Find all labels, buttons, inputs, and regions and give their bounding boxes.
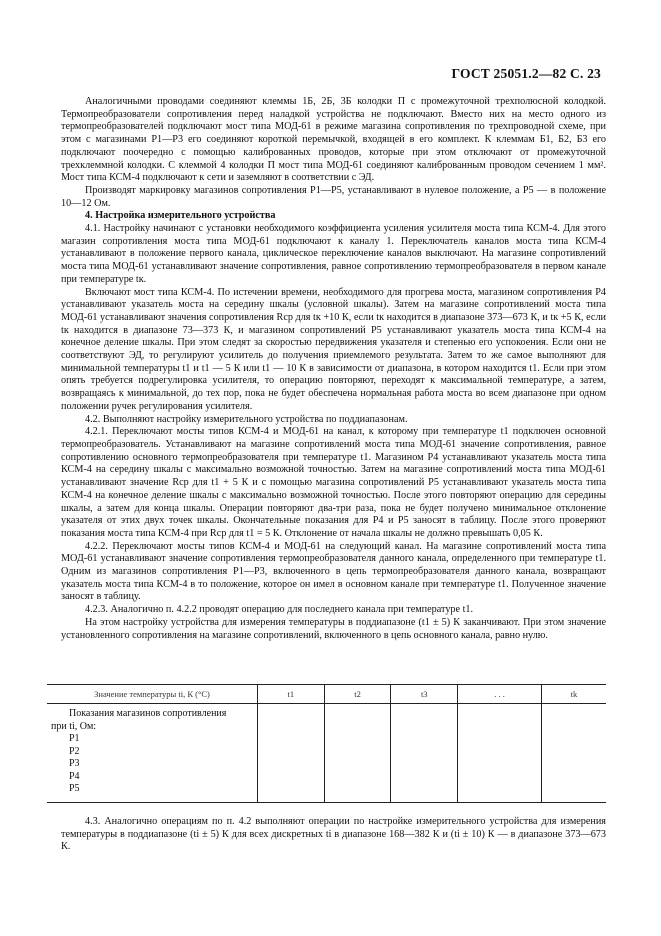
paragraph: Аналогичными проводами соединяют клеммы 1Б, 2Б, 3Б колодки П с промежуточной трехполюсной колодкой. Термопреобразователи сопротивления перед наладкой устройства не подключают. Вместо них на место одного из термопреобразователей подключают мост типа МОД-61 в режиме магазина сопротивления по трехпроводной схеме, при этом с магазинами Р1—Р3 его соединяют короткой перемычкой, входящей в его комплект. К клеммам Б1, Б2, Б3 его подключают поочередно с помощью калиброванных проводов, которые при этом отключают от промежуточной трехклеммной колодки. С клеммой 4 колодки П мост типа МОД-61 соединяют калиброванным проводом сечением 1 мм². Мост типа КСМ-4 подключают к сети и заземляют в соответствии с ЭД. bbox=[61, 96, 606, 184]
table-cell bbox=[541, 704, 606, 803]
table-cell bbox=[258, 704, 325, 803]
row-item: Р1 bbox=[69, 733, 80, 744]
table-cell bbox=[458, 704, 542, 803]
paragraph: На этом настройку устройства для измерения температуры в поддиапазоне (t1 ± 5) К заканчивают. При этом значение установленного сопротивления на магазине сопротивлений, включенного в цепь основного канала, равно нулю. bbox=[61, 616, 606, 641]
row-item: Р5 bbox=[69, 783, 80, 794]
settings-table bbox=[47, 684, 606, 803]
table-cell bbox=[391, 704, 458, 803]
closing-text bbox=[61, 816, 606, 854]
table-header-cell: tk bbox=[541, 685, 606, 704]
paragraph: Производят маркировку магазинов сопротивления Р1—Р5, устанавливают в нулевое положение, а Р5 — в положение 10—12 Ом. bbox=[61, 184, 606, 209]
paragraph: 4.3. Аналогично операциям по п. 4.2 выполняют операции по настройке измерительного устройства для измерения температуры в поддиапазоне (ti ± 5) К для всех дискретных ti в диапазоне 168—382 К и (ti ± 10) К — в диапазоне 373—673 К. bbox=[61, 816, 606, 853]
running-header: ГОСТ 25051.2—82 С. 23 bbox=[451, 66, 601, 81]
row-item: Р3 bbox=[69, 758, 80, 769]
table-header-cell: t1 bbox=[258, 685, 325, 704]
table-header-cell: . . . bbox=[458, 685, 542, 704]
paragraph: 4.2.3. Аналогично п. 4.2.2 проводят операцию для последнего канала при температуре t1. bbox=[85, 604, 474, 616]
body-text bbox=[61, 96, 606, 642]
row-item: Р2 bbox=[69, 745, 80, 757]
table-header-row bbox=[47, 685, 606, 704]
table-row-label bbox=[47, 704, 258, 803]
paragraph: 4.1. Настройку начинают с установки необходимого коэффициента усиления усилителя моста типа КСМ-4. Для этого магазин сопротивления моста типа МОД-61 подключают к каналу 1. Переключатель каналов моста типа КСМ-4 устанавливают в положение первого канала, циклическое переключение каналов выключают. На магазине сопротивлений моста типа МОД-61 устанавливают значение сопротивления, равное сопротивлению термопреобразователя в первом канале при температуре tк. bbox=[61, 223, 606, 285]
table-header-cell: t3 bbox=[391, 685, 458, 704]
row-label-line: при ti, Ом: bbox=[51, 720, 97, 732]
table-header-first: Значение температуры ti, К (°С) bbox=[47, 685, 258, 704]
table-row bbox=[47, 704, 606, 803]
paragraph: 4.2.1. Переключают мосты типов КСМ-4 и МОД-61 на канал, к которому при температуре t1 подключен основной термопреобразователь. Устанавливают на магазине сопротивлений моста типа МОД-61 значение сопротивления, равное сопротивлению основного термопреобразователя при температуре t1. Магазином Р4 устанавливают указатель моста типа КСМ-4 на середину шкалы с максимально возможной точностью. Затем на магазине сопротивлений моста типа МОД-61 устанавливают значение Rср для t1 + 5 К и с помощью магазина сопротивлений Р5 устанавливают указатель моста типа КСМ-4 на конечное деление шкалы с максимально возможной точностью. После этого повторяют операцию для середины шкалы, а затем для конца шкалы. Операции повторяют два-три раза, пока не будет получено минимальное отклонение указателя от этих двух точек шкалы. Окончательные показания для Р4 и Р5 заносят в таблицу. После этого проверяют показания моста типа КСМ-4 при Rср для t1 = 5 К. Отклонение от начала шкалы не должно превышать 0,05 К. bbox=[61, 426, 606, 539]
table-cell bbox=[324, 704, 391, 803]
table-header-cell: t2 bbox=[324, 685, 391, 704]
row-item: Р4 bbox=[69, 770, 80, 782]
row-label-line: Показания магазинов сопротивления bbox=[69, 708, 227, 719]
paragraph: 4.2. Выполняют настройку измерительного устройства по поддиапазонам. bbox=[85, 413, 408, 425]
section-heading: 4. Настройка измерительного устройства bbox=[85, 210, 276, 222]
paragraph: Включают мост типа КСМ-4. По истечении времени, необходимого для прогрева моста, магазином сопротивления Р4 устанавливают указатель моста на середину шкалы (условной шкалы). Затем на магазине сопротивлений моста типа МОД-61 устанавливают значения сопротивления Rср для tк +10 К, если tк находится в диапазоне 373—673 К, и tк +5 К, если tк находится в диапазоне 73—373 К, и магазином сопротивлений Р5 устанавливают указатель моста типа КСМ-4 на конечное деление шкалы. При этом следят за скоростью передвижения указателя и степенью его успокоения. Если они не соответствуют ЭД, то регулируют усилитель до получения приемлемого результата. Затем то же самое выполняют для минимальной температуры t1 и t1 — 5 К или t1 — 10 К в зависимости от диапазона, в котором находится t1. Если при этом опять требуется подрегулировка усилителя, то операцию повторяют, переходят к максимальной температуре, а затем, возвращаясь к минимальной, до тех пор, пока не будет обеспечена нормальная работа моста во всем диапазоне при одном положении ручек регулирования усилителя. bbox=[61, 286, 606, 412]
paragraph: 4.2.2. Переключают мосты типов КСМ-4 и МОД-61 на следующий канал. На магазине сопротивлений моста типа МОД-61 устанавливают значение сопротивления термопреобразователя данного канала, определенного при температуре t1. Одним из магазинов сопротивления Р1—Р3, включенного в цепь термопреобразователя данного канала, возвращают указатель моста типа КСМ-4 в то положение, которое он имел в основном канале при температуре t1. Полученное значение заносят в таблицу. bbox=[61, 540, 606, 603]
